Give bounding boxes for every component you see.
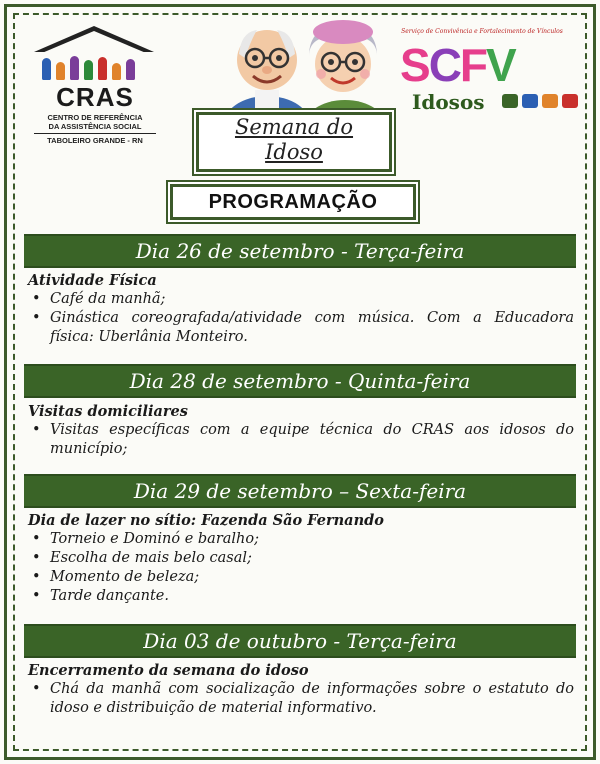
list-item: • Ginástica coreografada/atividade com música. Com a Educadora física: Uberlânia Monteiro. bbox=[28, 309, 574, 347]
day-banner-4: Dia 03 de outubro - Terça-feira bbox=[24, 624, 576, 658]
day-banner-2: Dia 28 de setembro - Quinta-feira bbox=[24, 364, 576, 398]
day-banner-1: Dia 26 de setembro - Terça-feira bbox=[24, 234, 576, 268]
partner-badge-icon bbox=[502, 94, 518, 108]
person-figure-icon bbox=[84, 60, 93, 80]
partner-badge-icon bbox=[562, 94, 578, 108]
scfv-badges bbox=[502, 94, 578, 108]
scfv-letter: C bbox=[428, 39, 460, 91]
scfv-letter: S bbox=[400, 39, 429, 91]
people-icon bbox=[42, 56, 152, 80]
day-banner-3: Dia 29 de setembro – Sexta-feira bbox=[24, 474, 576, 508]
scfv-letter: F bbox=[459, 39, 487, 91]
scfv-letters bbox=[400, 38, 515, 92]
day-heading-4: Encerramento da semana do idoso bbox=[28, 662, 309, 679]
scfv-letter: V bbox=[486, 39, 515, 91]
cras-title: CRAS bbox=[56, 82, 134, 112]
list-item: • Torneio e Dominó e baralho; bbox=[28, 530, 574, 549]
list-item: • Visitas específicas com a equipe técnica do CRAS aos idosos do município; bbox=[28, 421, 574, 459]
cras-city: TABOLEIRO GRANDE - RN bbox=[34, 133, 156, 145]
person-figure-icon bbox=[98, 57, 107, 80]
cras-logo bbox=[30, 26, 160, 144]
event-title-box bbox=[196, 112, 392, 172]
event-title-line2: Idoso bbox=[265, 140, 323, 164]
house-roof-icon bbox=[34, 26, 154, 52]
person-figure-icon bbox=[126, 59, 135, 80]
cras-subtitle bbox=[34, 113, 156, 131]
person-figure-icon bbox=[56, 62, 65, 80]
scfv-subtitle: Idosos bbox=[412, 90, 485, 114]
event-title-line1: Semana do bbox=[234, 115, 354, 139]
list-item: • Tarde dançante. bbox=[28, 587, 574, 606]
day-section-3 bbox=[28, 512, 574, 606]
day-list-2 bbox=[28, 421, 574, 459]
cras-subtitle-line1: CENTRO DE REFERÊNCIA bbox=[47, 113, 143, 122]
day-section-2 bbox=[28, 403, 574, 459]
cras-subtitle-line2: DA ASSISTÊNCIA SOCIAL bbox=[48, 122, 142, 131]
day-heading-1: Atividade Física bbox=[28, 272, 157, 289]
partner-badge-icon bbox=[542, 94, 558, 108]
list-item: • Escolha de mais belo casal; bbox=[28, 549, 574, 568]
programacao-label: PROGRAMAÇÃO bbox=[170, 184, 416, 220]
person-figure-icon bbox=[112, 63, 121, 80]
scfv-logo bbox=[392, 28, 572, 118]
day-heading-2: Visitas domiciliares bbox=[28, 403, 188, 420]
person-figure-icon bbox=[42, 58, 51, 80]
list-item: • Café da manhã; bbox=[28, 290, 574, 309]
list-item: • Momento de beleza; bbox=[28, 568, 574, 587]
day-section-4 bbox=[28, 662, 574, 718]
day-list-4 bbox=[28, 680, 574, 718]
day-heading-3: Dia de lazer no sítio: Fazenda São Fernando bbox=[28, 512, 384, 529]
person-figure-icon bbox=[70, 56, 79, 80]
day-section-1 bbox=[28, 272, 574, 347]
scfv-caption: Serviço de Convivência e Fortalecimento de Vínculos bbox=[401, 28, 563, 35]
partner-badge-icon bbox=[522, 94, 538, 108]
day-list-3 bbox=[28, 530, 574, 606]
list-item: • Chá da manhã com socialização de informações sobre o estatuto do idoso e distribuição de material informativo. bbox=[28, 680, 574, 718]
day-list-1 bbox=[28, 290, 574, 347]
